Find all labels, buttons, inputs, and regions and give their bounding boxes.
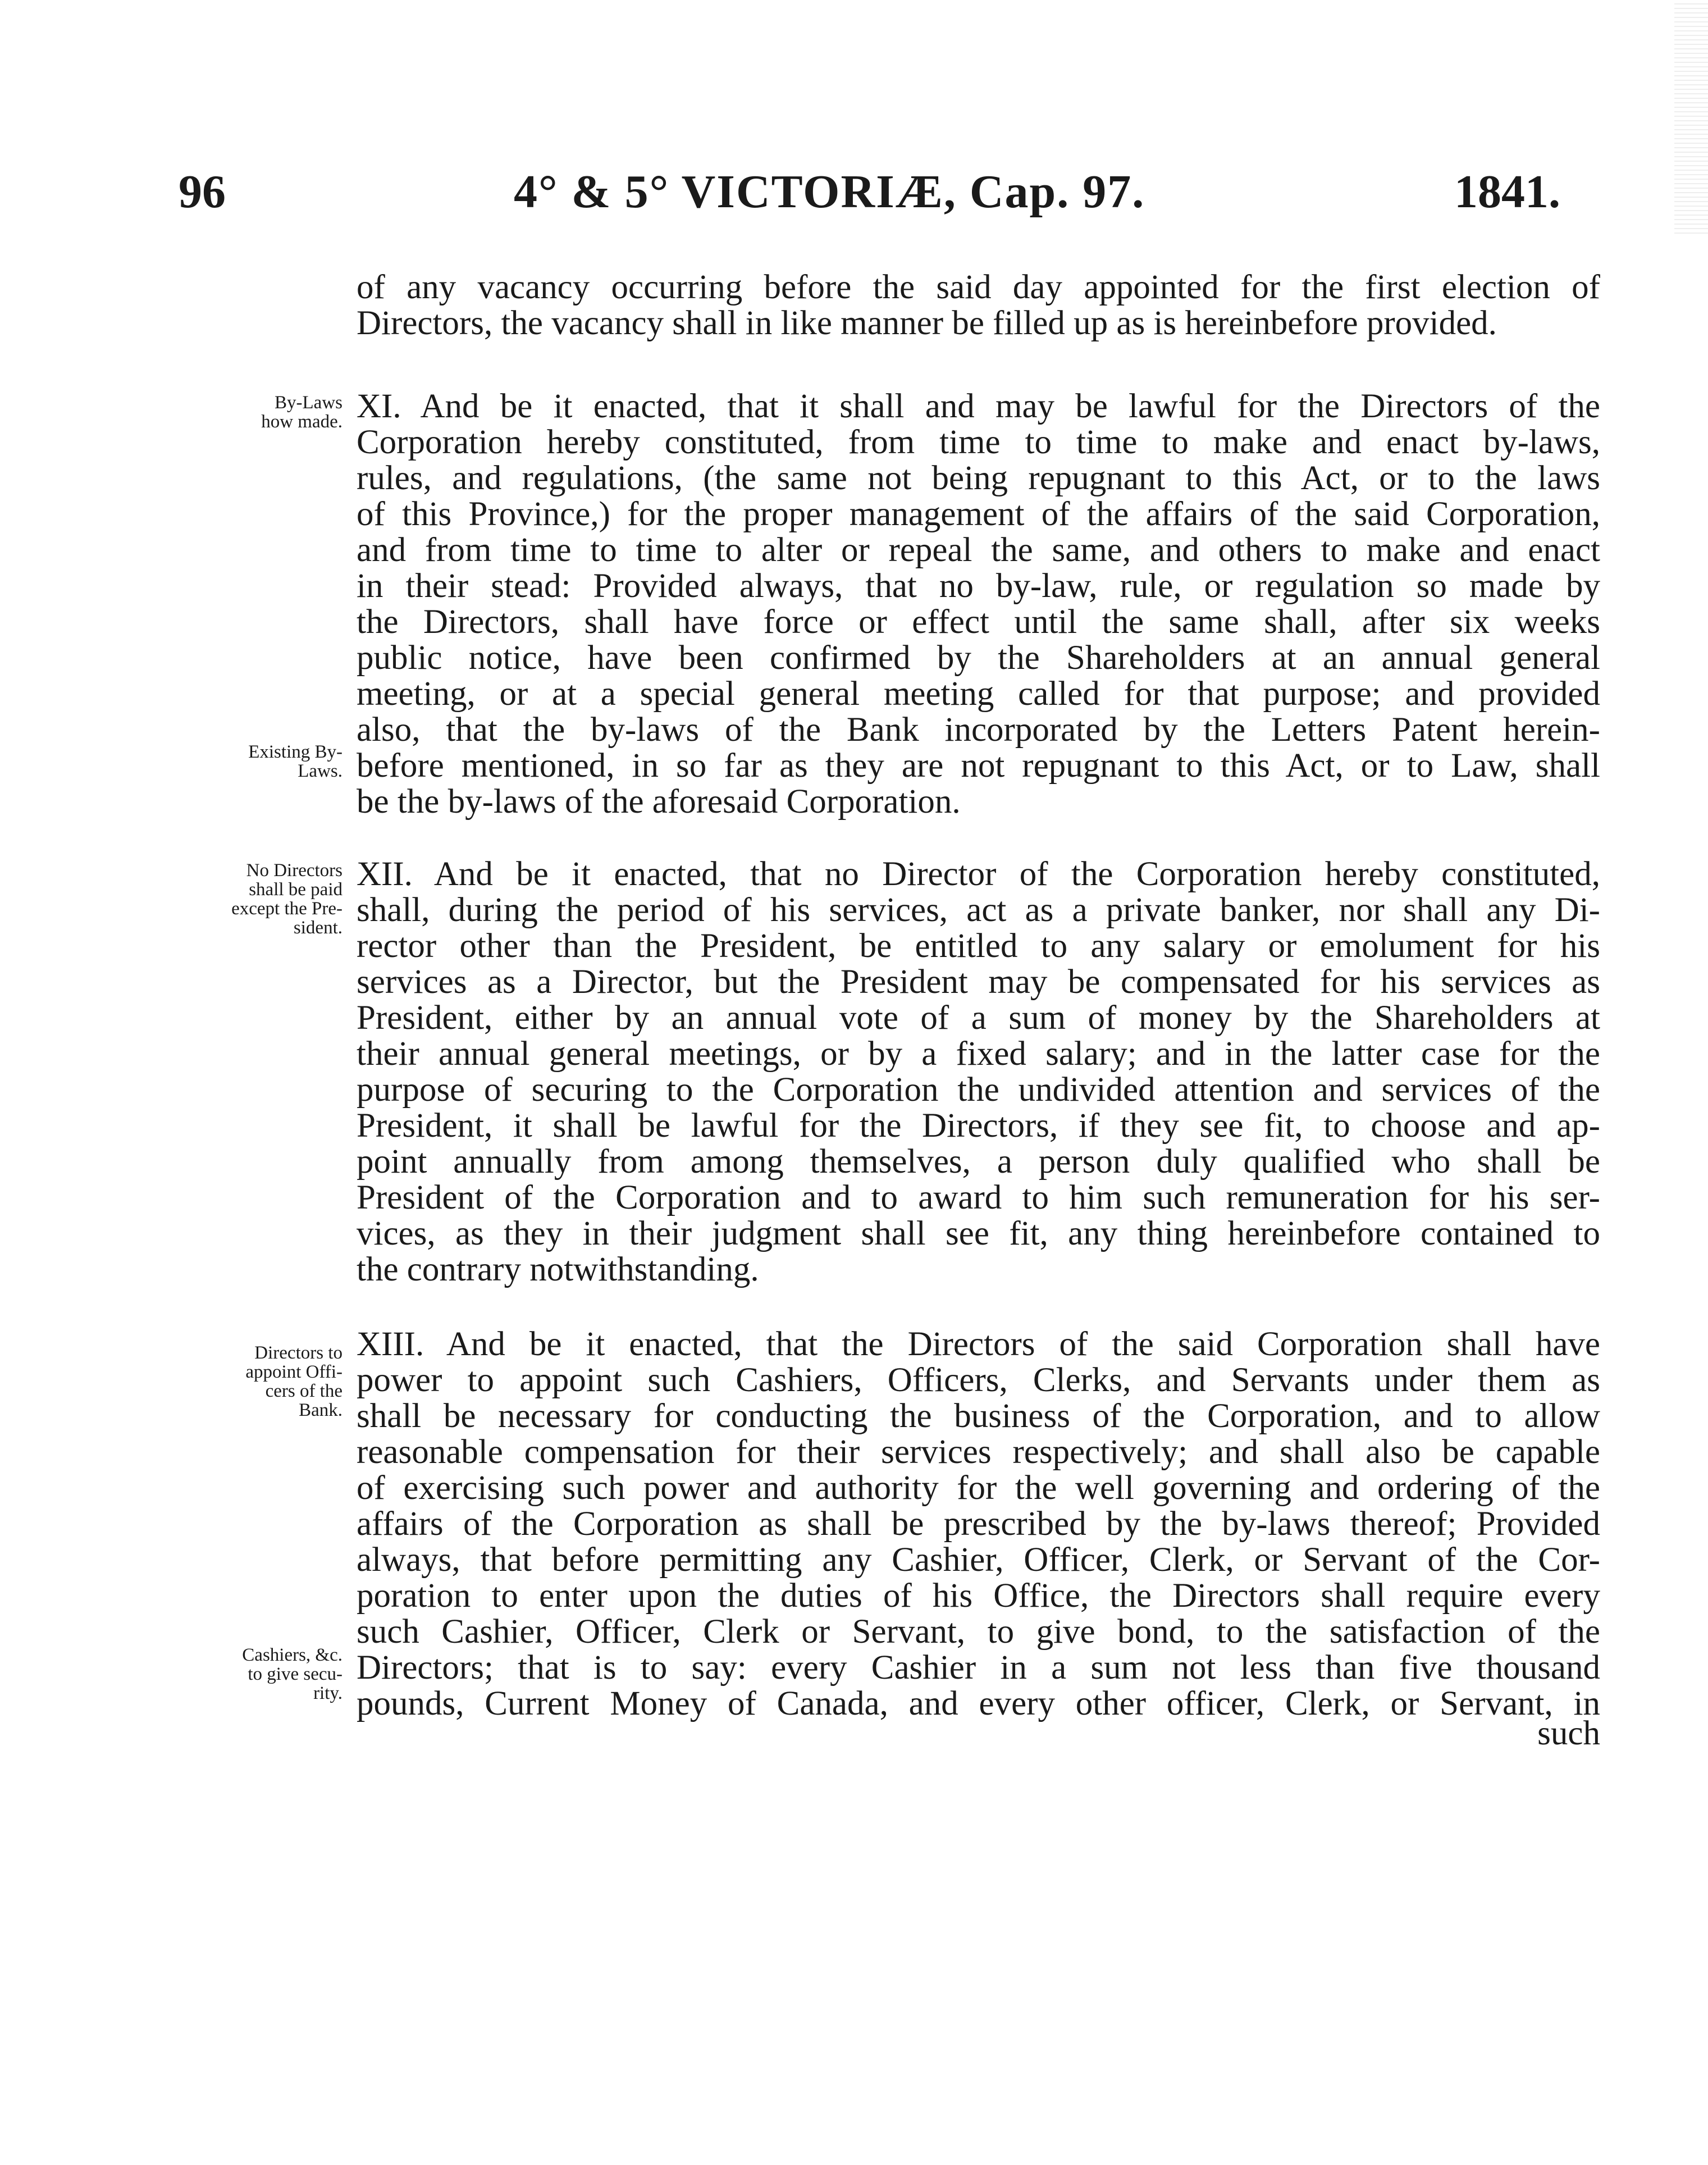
note-line: Directors to xyxy=(254,1343,342,1363)
text-line: shall be necessary for conducting the business of the Corporation, and to allow xyxy=(357,1397,1600,1435)
margin-note-security xyxy=(185,1646,342,1703)
margin-note-by-laws xyxy=(185,393,342,431)
note-line: rity. xyxy=(313,1683,342,1703)
text-line: pounds, Current Money of Canada, and every other officer, Clerk, or Servant, in xyxy=(357,1685,1600,1722)
text-line: rector other than the President, be entitled to any salary or emolument for his xyxy=(357,927,1600,965)
text-line: poration to enter upon the duties of his Office, the Directors shall require every xyxy=(357,1577,1600,1615)
note-line: Cashiers, &c. xyxy=(242,1645,342,1665)
margin-note-existing-by-laws xyxy=(185,742,342,781)
text-line: shall, during the period of his services, act as a private banker, nor shall any Di- xyxy=(357,891,1600,929)
note-line: cers of the xyxy=(265,1381,342,1401)
section-xii xyxy=(357,856,1600,1288)
continued-paragraph xyxy=(357,270,1600,341)
running-year: 1841. xyxy=(1454,166,1560,218)
text-line: always, that before permitting any Cashier, Officer, Clerk, or Servant of the Cor- xyxy=(357,1541,1600,1579)
text-line: services as a Director, but the President may be compensated for his services as xyxy=(357,963,1600,1001)
catchword: such xyxy=(1537,1715,1600,1752)
scan-edge-artifact xyxy=(1674,0,1708,236)
note-line: No Directors xyxy=(246,860,342,881)
text-line: rules, and regulations, (the same not being repugnant to this Act, or to the laws xyxy=(357,459,1600,497)
text-line: President, it shall be lawful for the Directors, if they see fit, to choose and ap- xyxy=(357,1107,1600,1145)
note-line: Existing By- xyxy=(248,742,342,762)
text-line: in their stead: Provided always, that no by-law, rule, or regulation so made by xyxy=(357,567,1600,605)
text-line: XII. And be it enacted, that no Director of the Corporation hereby constituted, xyxy=(357,855,1600,893)
note-line: Laws. xyxy=(298,761,342,781)
text-line: XIII. And be it enacted, that the Directors of the said Corporation shall have xyxy=(357,1325,1600,1363)
note-line: how made. xyxy=(261,412,342,432)
text-line: also, that the by-laws of the Bank incorporated by the Letters Patent herein- xyxy=(357,711,1600,749)
section-xiii xyxy=(357,1327,1600,1722)
section-xi xyxy=(357,389,1600,820)
note-line: appoint Offi- xyxy=(245,1362,342,1382)
text-line: be the by-laws of the aforesaid Corporation. xyxy=(357,783,961,821)
text-line: the Directors, shall have force or effect until the same shall, after six weeks xyxy=(357,603,1600,641)
text-line: of any vacancy occurring before the said day appointed for the first election of xyxy=(357,268,1600,306)
text-line: President, either by an annual vote of a sum of money by the Shareholders at xyxy=(357,999,1600,1037)
text-line: XI. And be it enacted, that it shall and may be lawful for the Directors of the xyxy=(357,388,1600,425)
text-line: the contrary notwithstanding. xyxy=(357,1251,759,1288)
text-line: Directors; that is to say: every Cashier in a sum not less than five thousand xyxy=(357,1649,1600,1687)
text-line: before mentioned, in so far as they are not repugnant to this Act, or to Law, shall xyxy=(357,747,1600,785)
text-line: public notice, have been confirmed by the Shareholders at an annual general xyxy=(357,639,1600,677)
note-line: except the Pre- xyxy=(231,899,342,919)
text-line: Directors, the vacancy shall in like manner be filled up as is hereinbefore provided. xyxy=(357,304,1497,342)
note-line: shall be paid xyxy=(249,879,342,900)
text-line: power to appoint such Cashiers, Officers, Clerks, and Servants under them as xyxy=(357,1361,1600,1399)
note-line: By-Laws xyxy=(275,393,342,413)
text-line: affairs of the Corporation as shall be prescribed by the by-laws thereof; Provided xyxy=(357,1505,1600,1543)
text-line: of exercising such power and authority for the well governing and ordering of the xyxy=(357,1469,1600,1507)
note-line: Bank. xyxy=(299,1400,342,1420)
text-line: point annually from among themselves, a person duly qualified who shall be xyxy=(357,1143,1600,1181)
text-line: reasonable compensation for their services respectively; and shall also be capable xyxy=(357,1433,1600,1471)
text-line: President of the Corporation and to award to him such remuneration for his ser- xyxy=(357,1179,1600,1216)
page-number: 96 xyxy=(179,166,226,218)
note-line: to give secu- xyxy=(248,1664,342,1684)
margin-note-directors-pay xyxy=(185,861,342,937)
text-line: such Cashier, Officer, Clerk or Servant, to give bond, to the satisfaction of the xyxy=(357,1613,1600,1651)
text-line: of this Province,) for the proper management of the affairs of the said Corporation, xyxy=(357,495,1600,533)
text-line: and from time to time to alter or repeal the same, and others to make and enact xyxy=(357,531,1600,569)
text-line: Corporation hereby constituted, from time to time to make and enact by-laws, xyxy=(357,423,1600,461)
text-line: their annual general meetings, or by a fixed salary; and in the latter case for the xyxy=(357,1035,1600,1073)
running-title: 4° & 5° VICTORIÆ, Cap. 97. xyxy=(514,166,1145,218)
text-line: meeting, or at a special general meeting called for that purpose; and provided xyxy=(357,675,1600,713)
margin-note-appoint-officers xyxy=(185,1343,342,1420)
text-line: purpose of securing to the Corporation the undivided attention and services of the xyxy=(357,1071,1600,1109)
text-line: vices, as they in their judgment shall see fit, any thing hereinbefore contained to xyxy=(357,1215,1600,1252)
note-line: sident. xyxy=(293,918,342,938)
